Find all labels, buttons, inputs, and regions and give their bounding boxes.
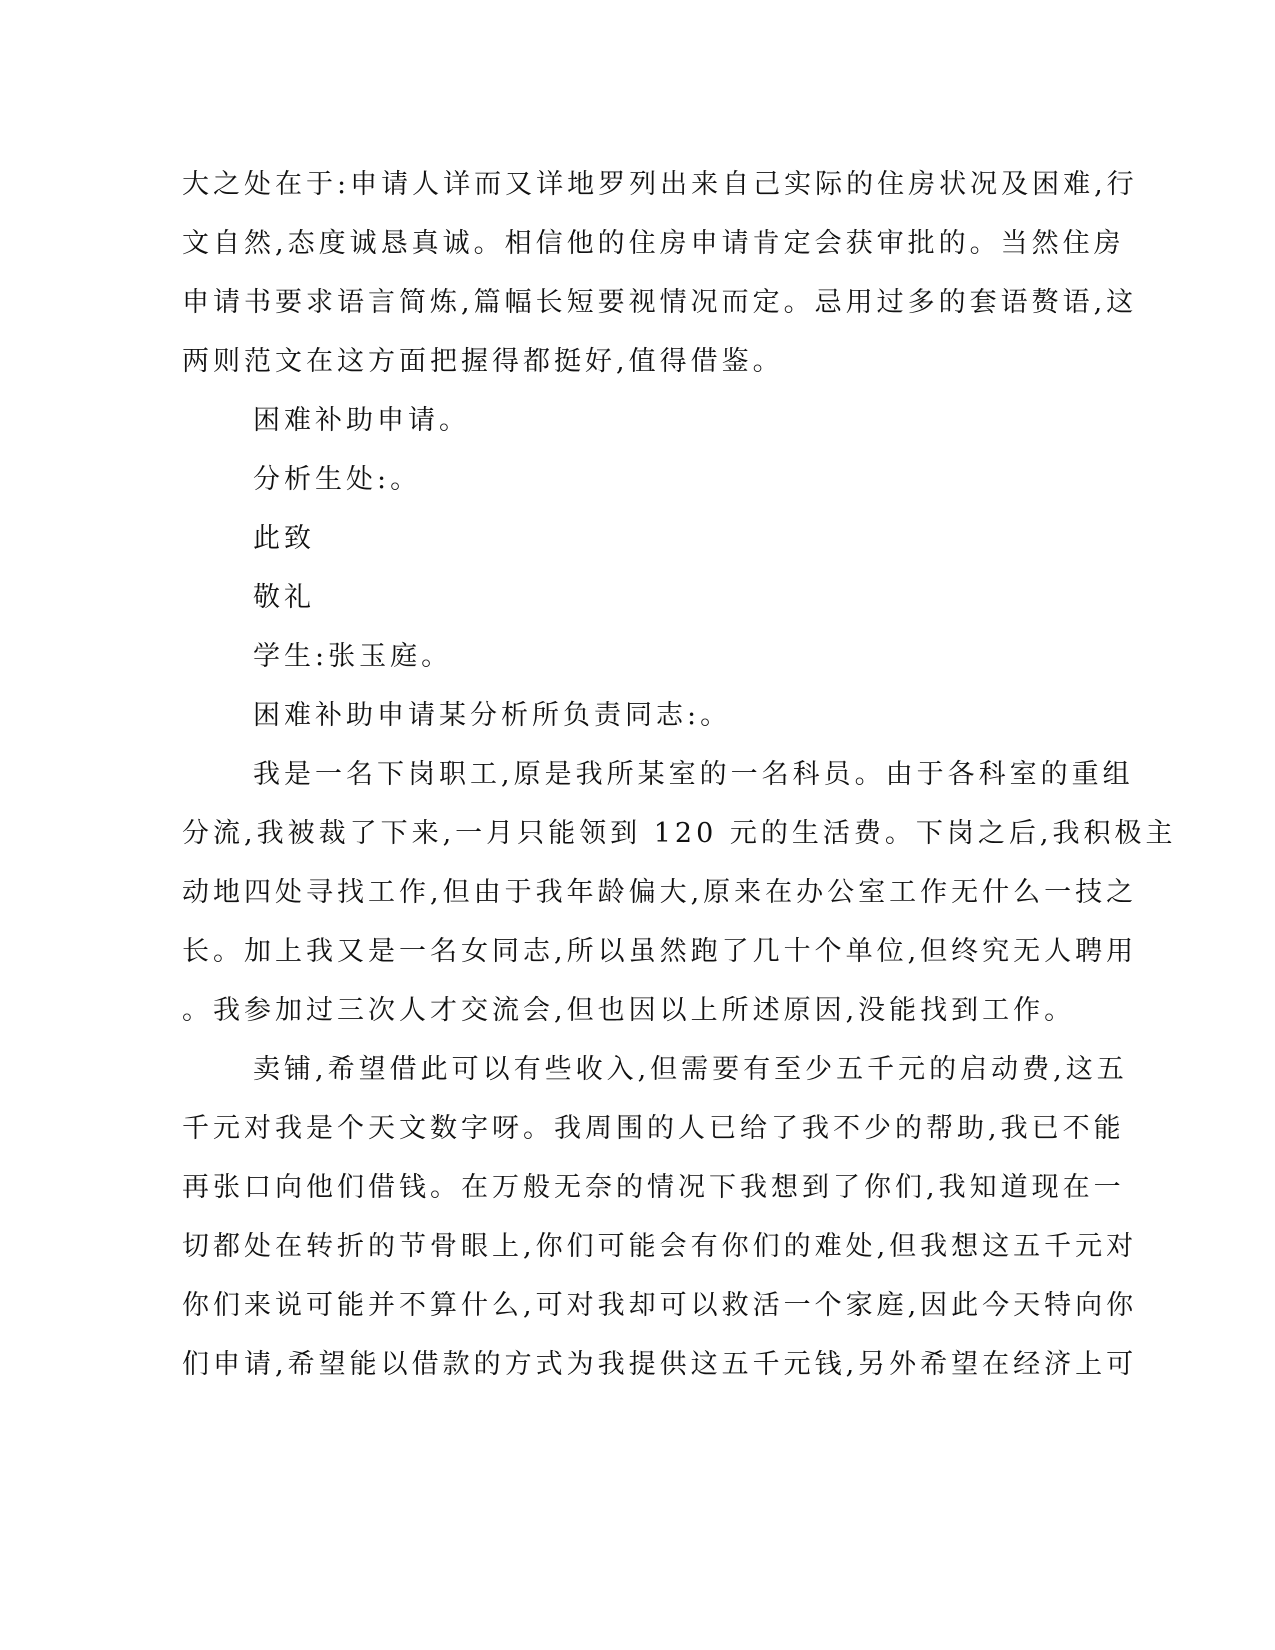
- paragraph-line: 大之处在于:申请人详而又详地罗列出来自己实际的住房状况及困难,行: [182, 169, 1138, 200]
- paragraph-line: 千元对我是个天文数字呀。我周围的人已给了我不少的帮助,我已不能: [182, 1113, 1125, 1144]
- closing-line: 敬礼: [253, 582, 315, 613]
- paragraph-line: 文自然,态度诚恳真诚。相信他的住房申请肯定会获审批的。当然住房: [182, 228, 1125, 259]
- paragraph-line: 我是一名下岗职工,原是我所某室的一名科员。由于各科室的重组: [253, 759, 1134, 790]
- paragraph-line: 们申请,希望能以借款的方式为我提供这五千元钱,另外希望在经济上可: [182, 1349, 1138, 1380]
- paragraph-line: 再张口向他们借钱。在万般无奈的情况下我想到了你们,我知道现在一: [182, 1172, 1125, 1203]
- paragraph-line: 切都处在转折的节骨眼上,你们可能会有你们的难处,但我想这五千元对: [182, 1231, 1138, 1262]
- paragraph-line: 申请书要求语言简炼,篇幅长短要视情况而定。忌用过多的套语赘语,这: [182, 287, 1138, 318]
- section-heading: 困难补助申请。: [253, 405, 470, 436]
- section-heading: 困难补助申请某分析所负责同志:。: [253, 700, 732, 731]
- document-page: [182, 155, 1177, 1394]
- paragraph-line: 动地四处寻找工作,但由于我年龄偏大,原来在办公室工作无什么一技之: [182, 877, 1138, 908]
- paragraph-line: 你们来说可能并不算什么,可对我却可以救活一个家庭,因此今天特向你: [182, 1290, 1138, 1321]
- paragraph-line: 。我参加过三次人才交流会,但也因以上所述原因,没能找到工作。: [182, 995, 1076, 1026]
- paragraph-line: 长。加上我又是一名女同志,所以虽然跑了几十个单位,但终究无人聘用: [182, 936, 1138, 967]
- signature-line: 学生:张玉庭。: [253, 641, 453, 672]
- closing-line: 此致: [253, 523, 315, 554]
- salutation-line: 分析生处:。: [253, 464, 422, 495]
- paragraph-line: 卖铺,希望借此可以有些收入,但需要有至少五千元的启动费,这五: [253, 1054, 1128, 1085]
- paragraph-line: 分流,我被裁了下来,一月只能领到 120 元的生活费。下岗之后,我积极主: [182, 818, 1177, 849]
- paragraph-line: 两则范文在这方面把握得都挺好,值得借鉴。: [182, 346, 784, 377]
